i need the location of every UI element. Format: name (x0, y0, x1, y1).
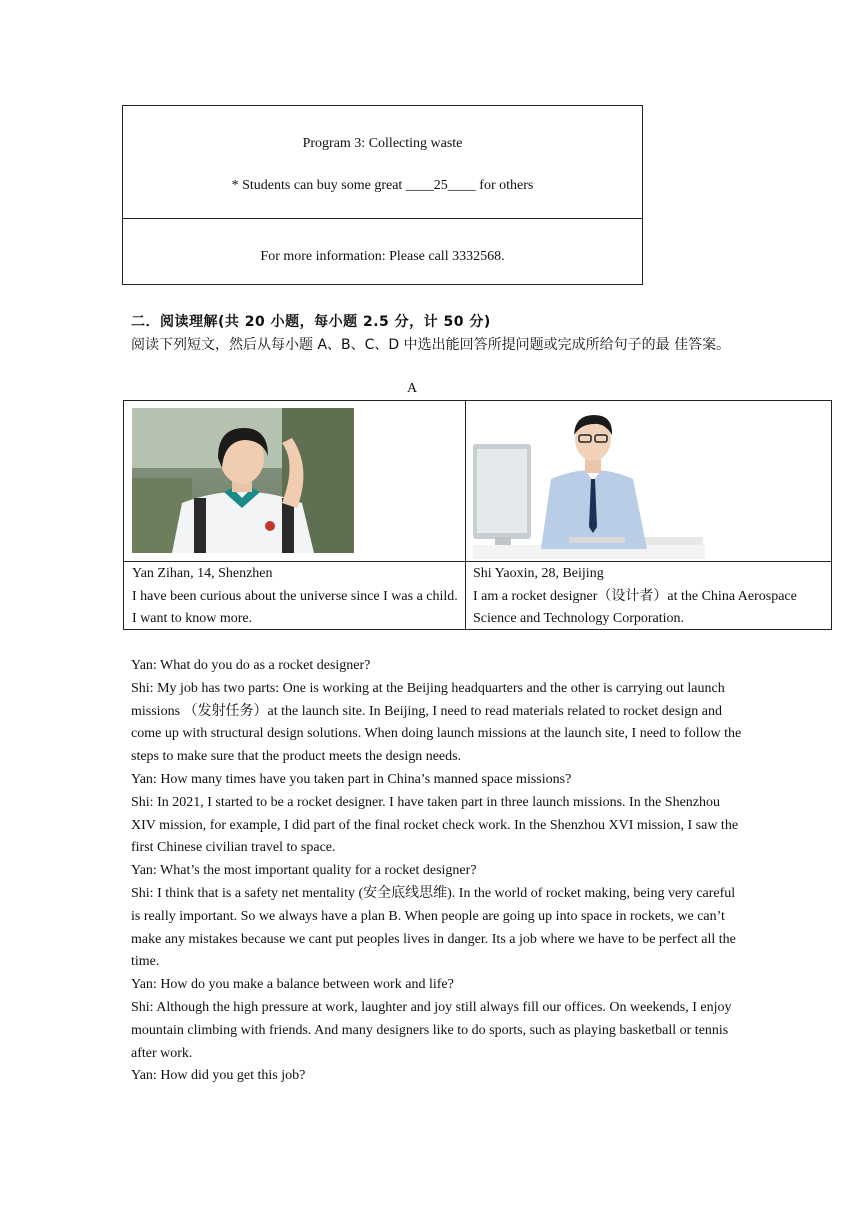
dialogue-line: Yan: How did you get this job? (131, 1068, 306, 1084)
student-photo (132, 408, 354, 553)
student-description: I have been curious about the universe since I was a child. I want to know more. (132, 588, 458, 626)
dialogue-line: Yan: What do you do as a rocket designer? (131, 658, 371, 673)
dialogue-line: Yan: What’s the most important quality for a rocket designer? (131, 863, 477, 879)
dialogue-line: Yan: How many times have you taken part in China’s manned space missions? (131, 771, 572, 787)
program-title: Program 3: Collecting waste (302, 136, 463, 151)
student-profile-text (132, 563, 458, 631)
dialogue-line: Yan: How do you make a balance between work and life? (131, 977, 454, 993)
program-row (123, 106, 642, 219)
designer-description: I am a rocket designer（设计者）at the China Aerospace Science and Technology Corporation. (473, 588, 797, 626)
designer-name-line: Shi Yaoxin, 28, Beijing (473, 566, 604, 581)
passage-label: A (407, 381, 418, 396)
student-name-line: Yan Zihan, 14, Shenzhen (132, 566, 273, 581)
section-title: 二．阅读理解(共 20 小题，每小题 2.5 分，计 50 分) (131, 314, 491, 330)
table-divider-horizontal (124, 561, 831, 562)
info-line: For more information: Please call 3332568. (260, 249, 505, 264)
designer-profile-text (473, 563, 829, 631)
program-info-box (122, 105, 643, 285)
section-instructions: 阅读下列短文，然后从每小题 A、B、C、D 中选出能回答所提问题或完成所给句子的最 佳答案。 (131, 337, 731, 353)
table-divider-vertical (465, 401, 466, 629)
dialogue-line: Shi: My job has two parts: One is working at the Beijing headquarters and the other is carrying out launch missions （发射任务）at the launch site. In Beijing, I need to read materials related to rocket design and come up with structural design solutions. When doing launch missions at the launch site, I need to follow the steps to make sure that the product meets the design needs. (131, 680, 742, 765)
interview-dialogue (131, 655, 746, 1088)
designer-photo (473, 409, 705, 559)
dialogue-line: Shi: In 2021, I started to be a rocket designer. I have taken part in three launch missions. In the Shenzhou XIV mission, for example, I did part of the final rocket check work. In the Shenzhou XVI mission, I saw the first Chinese civilian travel to space. (131, 794, 739, 856)
profile-table (123, 400, 832, 630)
students-line: * Students can buy some great ____25____ for others (231, 178, 534, 193)
dialogue-line: Shi: I think that is a safety net mentality (安全底线思维). In the world of rocket making, being very careful is really important. So we always have a plan B. When people are going up into space in rockets, we can’t make any mistakes because we cant put peoples lives in danger. Its a job where we have to be perfect all the time. (131, 885, 736, 970)
dialogue-line: Shi: Although the high pressure at work, laughter and joy still always fill our offices. On weekends, I enjoy mountain climbing with friends. And many designers like to do sports, such as playing basketball or tennis after work. (131, 999, 732, 1061)
